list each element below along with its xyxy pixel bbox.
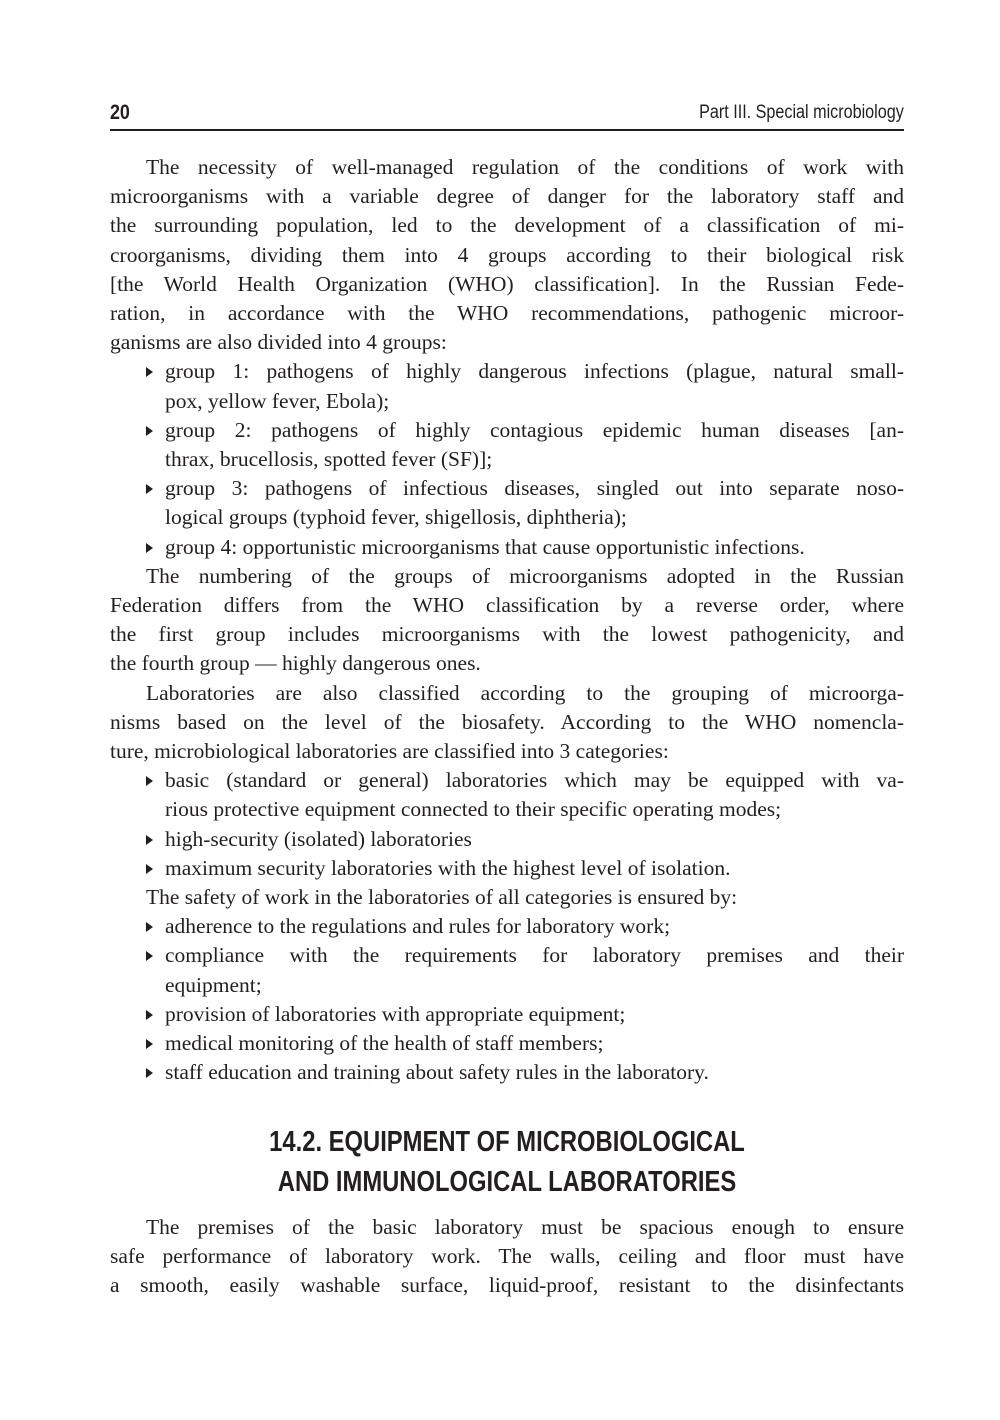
bullet-item <box>110 912 904 941</box>
bullet-triangle-icon <box>146 835 153 845</box>
bullet-triangle-icon <box>146 951 153 961</box>
text-line: The numbering of the groups of microorganisms adopted in the Russian <box>146 563 904 588</box>
text-line: compliance with the requirements for laboratory premises and their <box>110 941 904 970</box>
bullet-item <box>110 474 904 532</box>
text-line: croorganisms, dividing them into 4 groups according to their biological risk <box>110 242 904 267</box>
text-line: the fourth group — highly dangerous ones. <box>110 651 481 676</box>
text-line: safe performance of laboratory work. The walls, ceiling and floor must have <box>110 1244 904 1269</box>
text-line: adherence to the regulations and rules for laboratory work; <box>110 912 904 941</box>
bullet-triangle-icon <box>146 367 153 377</box>
page-number: 20 <box>110 101 130 124</box>
bullet-item <box>110 941 904 999</box>
text-line: thrax, brucellosis, spotted fever (SF)]; <box>165 447 493 472</box>
running-title: Part III. Special microbiology <box>699 102 904 123</box>
text-line: The necessity of well-managed regulation of the conditions of work with <box>146 155 904 179</box>
text-line: provision of laboratories with appropriate equipment; <box>110 1000 904 1029</box>
section-paragraph <box>110 1213 904 1301</box>
text-line: pox, yellow fever, Ebola); <box>165 388 390 413</box>
bullet-item <box>110 1058 904 1087</box>
text-line: The safety of work in the laboratories of all categories is ensured by: <box>146 885 738 910</box>
text-line: Laboratories are also classified according to the grouping of microorga- <box>146 680 904 705</box>
body-text <box>110 153 904 1088</box>
text-line: group 2: pathogens of highly contagious epidemic human diseases [an- <box>110 416 904 445</box>
bullet-item <box>110 416 904 474</box>
bullet-item <box>110 1029 904 1058</box>
text-line: The premises of the basic laboratory must be spacious enough to ensure <box>146 1215 904 1239</box>
paragraph <box>110 679 904 767</box>
text-line: nisms based on the level of the biosafety. According to the WHO nomencla- <box>110 709 904 734</box>
bullet-triangle-icon <box>146 1010 153 1020</box>
text-line: the surrounding population, led to the development of a classification of mi- <box>110 213 904 238</box>
text-line: logical groups (typhoid fever, shigellosis, diphtheria); <box>165 505 627 530</box>
text-line: ration, in accordance with the WHO recommendations, pathogenic microor- <box>110 301 904 326</box>
bullet-item <box>110 825 904 854</box>
text-line: Federation differs from the WHO classification by a reverse order, where <box>110 593 904 618</box>
text-line: basic (standard or general) laboratories which may be equipped with va- <box>110 766 904 795</box>
text-line: staff education and training about safety rules in the laboratory. <box>110 1058 904 1087</box>
section-heading <box>110 1122 904 1202</box>
bullet-item <box>110 854 904 883</box>
paragraph <box>110 883 904 912</box>
text-line: group 3: pathogens of infectious diseases, singled out into separate noso- <box>110 474 904 503</box>
text-line: a smooth, easily washable surface, liquid-proof, resistant to the disinfectants <box>110 1273 904 1298</box>
bullet-triangle-icon <box>146 426 153 436</box>
text-line: [the World Health Organization (WHO) classification]. In the Russian Fede- <box>110 271 904 296</box>
text-line: maximum security laboratories with the highest level of isolation. <box>110 854 904 883</box>
text-line: rious protective equipment connected to their specific operating modes; <box>165 797 782 822</box>
text-line: high-security (isolated) laboratories <box>110 825 904 854</box>
section-heading-line: AND IMMUNOLOGICAL LABORATORIES <box>277 1166 737 1198</box>
text-line: ture, microbiological laboratories are classified into 3 categories: <box>110 739 669 764</box>
bullet-triangle-icon <box>146 1039 153 1049</box>
text-line: group 1: pathogens of highly dangerous infections (plague, natural small- <box>110 357 904 386</box>
text-line: medical monitoring of the health of staff members; <box>110 1029 904 1058</box>
bullet-triangle-icon <box>146 484 153 494</box>
paragraph <box>110 562 904 679</box>
bullet-triangle-icon <box>146 543 153 553</box>
bullet-item <box>110 1000 904 1029</box>
text-line: microorganisms with a variable degree of danger for the laboratory staff and <box>110 184 904 209</box>
text-line: equipment; <box>165 972 262 997</box>
text-line: the first group includes microorganisms with the lowest pathogenicity, and <box>110 622 904 647</box>
paragraph <box>110 153 904 357</box>
bullet-triangle-icon <box>146 864 153 874</box>
bullet-item <box>110 766 904 824</box>
bullet-item <box>110 533 904 562</box>
section-heading-line: 14.2. EQUIPMENT OF MICROBIOLOGICAL <box>269 1126 745 1158</box>
bullet-triangle-icon <box>146 922 153 932</box>
text-line: ganisms are also divided into 4 groups: <box>110 330 447 355</box>
bullet-triangle-icon <box>146 776 153 786</box>
bullet-triangle-icon <box>146 1068 153 1078</box>
bullet-item <box>110 357 904 415</box>
header-rule <box>110 129 904 131</box>
text-line: group 4: opportunistic microorganisms that cause opportunistic infections. <box>110 533 904 562</box>
